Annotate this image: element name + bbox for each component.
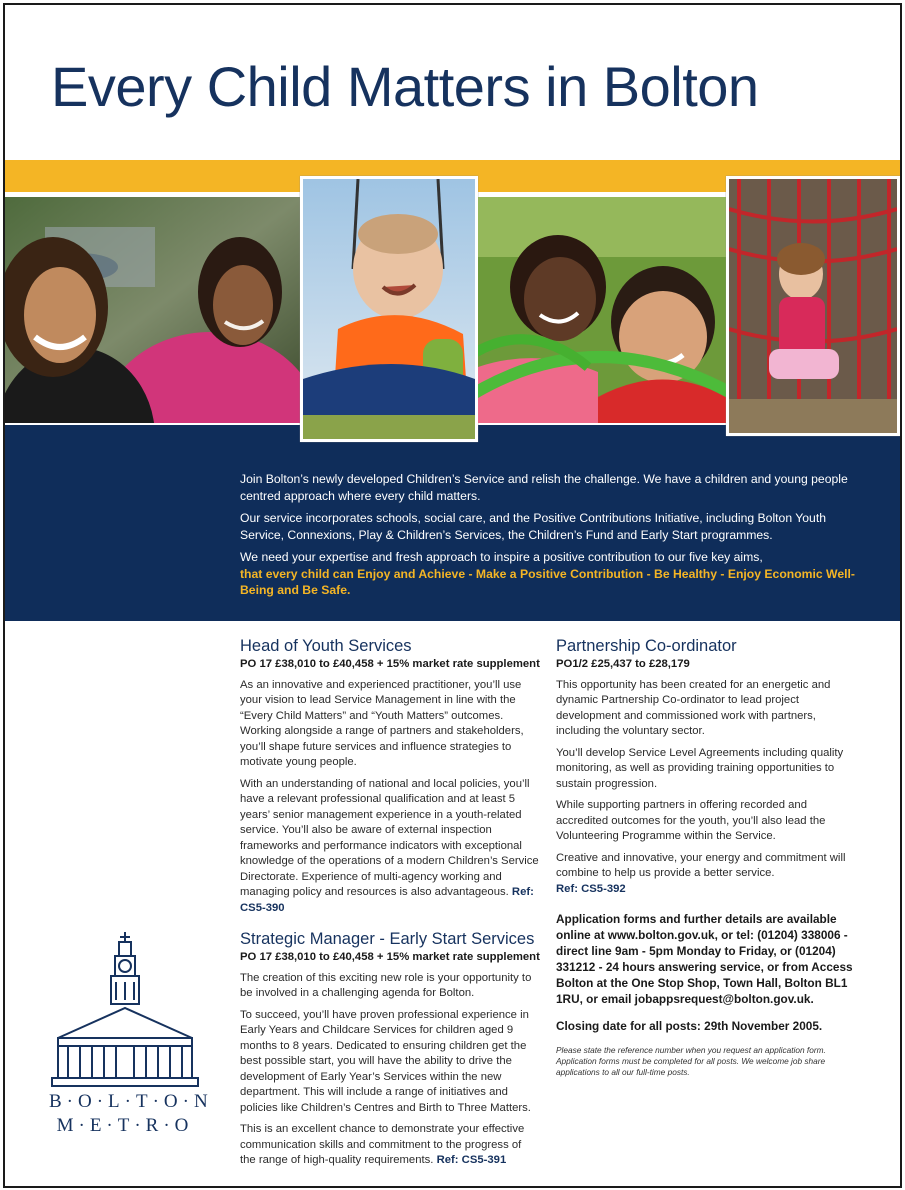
intro-paragraph-3 (240, 549, 870, 599)
photo-children-on-climbing-frame (478, 197, 726, 423)
photo-baby-on-swing (300, 176, 478, 442)
job-early-paragraph-1: The creation of this exciting new role is your opportunity to be involved in a challenging agenda for Bolton. (240, 971, 532, 999)
intro-paragraph-3-text: We need your expertise and fresh approach to inspire a positive contribution to our five key aims, (240, 550, 763, 564)
advert-page (3, 3, 902, 1188)
photo-two-girls-laughing (5, 197, 302, 423)
logo-text-metro: M·E·T·R·O (56, 1115, 194, 1136)
intro-paragraph-2: Our service incorporates schools, social care, and the Positive Contributions Initiative, including Bolton Youth Service, Connexions, Play & Children’s Services, the Children’s Fund and Early Start programmes. (240, 511, 826, 542)
job-early-paragraph-3-text: This is an excellent chance to demonstrate your effective communication skills and commitment to the progress of the range of high-quality requirements. (240, 1123, 525, 1166)
application-contact-info: Application forms and further details are available online at www.bolton.gov.uk, or tel: (01204) 338006 - direct line 9am - 5pm Monday to Friday, or (01204) 331212 - 24 hours answering service, or from Access Bolton at the One Stop Shop, Town Hall, Bolton BL1 1RU, or email jobappsrequest@bolton.gov.uk. (556, 912, 853, 1006)
intro-text (240, 471, 870, 605)
job-title-youth: Head of Youth Services (240, 637, 412, 655)
job-partner-paragraph-1: This opportunity has been created for an energetic and dynamic Partnership Co-ordinator to lead project development and commissioned work with partners, including the voluntary sector. (556, 678, 831, 737)
left-column (240, 635, 540, 1175)
closing-date: Closing date for all posts: 29th November 2005. (556, 1019, 823, 1033)
job-title-partnership: Partnership Co-ordinator (556, 637, 737, 655)
job-early-paragraph-3 (240, 1122, 540, 1169)
salary-early-start: PO 17 £38,010 to £40,458 + 15% market rate supplement (240, 951, 540, 963)
ref-partnership: Ref: CS5-392 (556, 882, 626, 895)
page-title: Every Child Matters in Bolton (51, 55, 759, 118)
job-youth-paragraph-2-text: With an understanding of national and local policies, you’ll have a relevant professional qualification and at least 5 years’ senior management experience in a youth-related service. You’ll also be aware of external inspection frameworks and performance indicators with exceptional knowledge of the operations of a modern Children’s Service Directorate. Experience of multi-agency working and managing policy and resources is also advantageous. (240, 777, 539, 898)
logo-text-bolton: B·O·L·T·O·N (49, 1091, 213, 1112)
salary-youth: PO 17 £38,010 to £40,458 + 15% market rate supplement (240, 658, 540, 670)
ref-youth: Ref: CS5-390 (240, 886, 534, 914)
right-column (556, 635, 861, 1078)
bolton-metro-logo (49, 930, 213, 1138)
job-partner-paragraph-3: While supporting partners in offering recorded and accredited outcomes for the youth, you’ll also lead the Volunteering Programme within the Service. (556, 799, 826, 842)
town-hall-icon (50, 930, 200, 1090)
job-youth-paragraph-2 (240, 777, 540, 917)
job-early-paragraph-2: To succeed, you’ll have proven professional experience in Early Years and Childcare Services for children aged 9 months to 8 years. Dedicated to ensuring children get the best possible start, you will have the ability to drive the development of Early Year’s Services within the new department. This will include a range of initiatives and policies like Children’s Centres and Birth to Three Matters. (240, 1008, 531, 1114)
ref-early-start: Ref: CS5-391 (436, 1154, 507, 1166)
application-note: Please state the reference number when you request an application form. Application forms must be completed for all posts. We welcome job share applications to all our full-time posts. (556, 1044, 826, 1077)
key-aims-highlight: that every child can Enjoy and Achieve - Make a Positive Contribution - Be Healthy - Enjoy Economic Well-Being and Be Safe. (240, 566, 855, 597)
intro-paragraph-1: Join Bolton’s newly developed Children’s Service and relish the challenge. We have a children and young people centred approach where every child matters. (240, 472, 848, 503)
salary-partnership: PO1/2 £25,437 to £28,179 (556, 658, 690, 670)
photo-girl-on-rope-bridge (726, 176, 900, 436)
job-partner-paragraph-4 (556, 851, 861, 898)
job-partner-paragraph-4-text: Creative and innovative, your energy and commitment will combine to help us provide a better service. (556, 851, 846, 879)
job-title-early-start: Strategic Manager - Early Start Services (240, 930, 535, 948)
job-partner-paragraph-2: You’ll develop Service Level Agreements including quality monitoring, as well as providing training opportunities to sustain progression. (556, 746, 844, 790)
job-youth-paragraph-1: As an innovative and experienced practitioner, you’ll use your vision to lead Service Management in line with the “Every Child Matters” and “Youth Matters” outcomes. Working alongside a range of partners and stakeholders, you’ll shape future services and influence strategies to motivate young people. (240, 678, 524, 768)
